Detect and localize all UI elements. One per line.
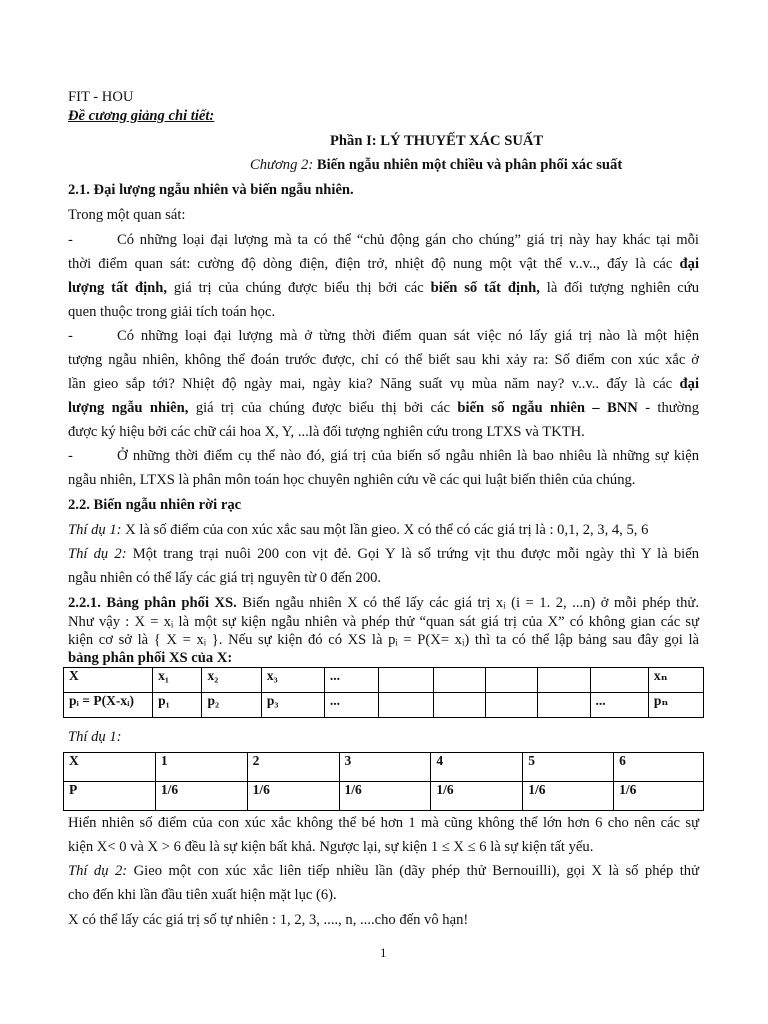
table-row <box>64 753 704 782</box>
text-run: thời điểm quan sát: cường độ dòng điện, điện trở, nhiệt độ nung một vật thể v..v.., đấy là các <box>68 256 673 272</box>
table-cell: X <box>64 668 153 693</box>
text-line: bảng phân phối XS của X: <box>68 650 233 666</box>
bullet-dash: - <box>68 232 73 248</box>
text-run: X là số điểm của con xúc xắc sau một lần gieo. X có thể có các giá trị là : 0,1, 2, 3, 4, 5, 6 <box>125 522 649 538</box>
text-run: giá trị của chúng được biểu thị bởi các <box>195 400 450 416</box>
text-line: Ở những thời điểm cụ thể nào đó, giá trị của biến số ngẫu nhiên là bao nhiêu là những sự kiện <box>117 448 699 464</box>
example-2b <box>68 862 699 880</box>
table-cell <box>590 668 648 693</box>
table-cell: 5 <box>523 753 614 782</box>
text-run: Biến ngẫu nhiên X có thể lấy các giá trị xᵢ (i = 1. 2, ...n) ở mỗi phép thử. <box>242 595 699 611</box>
table-cell: pᵢ = P(X-xᵢ) <box>64 693 153 718</box>
text-line <box>68 255 699 273</box>
table-cell: X <box>64 753 156 782</box>
table-cell <box>486 693 538 718</box>
example-label: Thí dụ 1: <box>68 729 122 745</box>
text-line: Có những loại đại lượng mà ta có thể “chủ động gán cho chúng” giá trị này hay khác tại mỗi <box>117 232 699 248</box>
table-cell: 1/6 <box>339 782 431 811</box>
table-row <box>64 693 704 718</box>
section-heading-2-2-1: 2.2.1. Bảng phân phối XS. <box>68 595 237 611</box>
table-cell <box>378 693 434 718</box>
text-line: ngẫu nhiên, LTXS là phân môn toán học chuyên nghiên cứu về các qui luật biến thiên của chúng. <box>68 472 636 488</box>
bullet-dash: - <box>68 448 73 464</box>
example-label: Thí dụ 2: <box>68 863 128 879</box>
table-cell: p₃ <box>261 693 324 718</box>
example-1 <box>68 521 648 539</box>
text-line: cho đến khi lần đầu tiên xuất hiện mặt lục (6). <box>68 887 337 903</box>
table-row <box>64 782 704 811</box>
distribution-table <box>63 667 704 718</box>
table-cell: 1/6 <box>614 782 704 811</box>
text-line: Có những loại đại lượng mà ở từng thời điểm quan sát việc nó lấy giá trị nào là một hiện <box>117 328 699 344</box>
chapter-name: Biến ngẫu nhiên một chiều và phân phối xác suất <box>316 157 623 173</box>
table-cell: x₃ <box>261 668 324 693</box>
example-label: Thí dụ 2: <box>68 546 127 562</box>
section-2-2-1-line <box>68 594 699 612</box>
table-cell: p₁ <box>153 693 202 718</box>
chapter-title <box>250 157 622 174</box>
text-run: lần gieo sắp tới? Nhiệt độ ngày mai, ngày kia? Năng suất vụ mùa năm nay? v..v.. đấy là các <box>68 376 673 392</box>
text-line: Như vậy : X = xᵢ là một sự kiện ngẫu nhiên và phép thử “quan sát giá trị của X” có không gian các sự <box>68 614 699 630</box>
paragraph-intro: Trong một quan sát: <box>68 207 186 223</box>
table-cell: 3 <box>339 753 431 782</box>
table-row <box>64 668 704 693</box>
text-line: kiện X< 0 và X > 6 đều là sự kiện bất khả. Ngược lại, sự kiện 1 ≤ X ≤ 6 là sự kiện tất yếu. <box>68 839 594 855</box>
text-run: lượng tất định, <box>68 280 168 296</box>
text-line: Hiển nhiên số điểm của con xúc xắc không thể bé hơn 1 mà cũng không thể lớn hơn 6 cho nên các sự <box>68 815 699 831</box>
text-line: được ký hiệu bởi các chữ cái hoa X, Y, ...là đối tượng nghiên cứu trong LTXS và TKTH. <box>68 424 585 440</box>
table-cell: ... <box>590 693 648 718</box>
text-run: - thường <box>645 400 699 416</box>
chapter-label: Chương 2: <box>250 157 314 173</box>
text-run: đại <box>679 376 699 392</box>
table-cell: 1/6 <box>247 782 339 811</box>
table-cell <box>434 693 486 718</box>
table-cell: 1/6 <box>155 782 247 811</box>
table-cell: 2 <box>247 753 339 782</box>
section-heading-2-1: 2.1. Đại lượng ngẫu nhiên và biến ngẫu nhiên. <box>68 182 354 198</box>
text-run: biến số tất định, <box>430 280 540 296</box>
table-cell <box>434 668 486 693</box>
text-line <box>68 279 699 297</box>
text-run: đại <box>679 256 699 272</box>
table-cell <box>538 693 590 718</box>
table-cell: 1/6 <box>523 782 614 811</box>
text-line: X có thể lấy các giá trị số tự nhiên : 1, 2, 3, ...., n, ....cho đến vô hạn! <box>68 912 469 928</box>
text-line: ngẫu nhiên có thể lấy các giá trị nguyên từ 0 đến 200. <box>68 570 382 586</box>
dice-table <box>63 752 704 811</box>
text-run: giá trị của chúng được biểu thị bởi các <box>173 280 424 296</box>
outline-title: Đề cương giảng chi tiết: <box>68 108 215 124</box>
table-cell: x₁ <box>153 668 202 693</box>
table-cell <box>486 668 538 693</box>
bullet-dash: - <box>68 328 73 344</box>
table-cell: pₙ <box>648 693 703 718</box>
example-2 <box>68 545 699 563</box>
table-cell: P <box>64 782 156 811</box>
example-label: Thí dụ 1: <box>68 522 122 538</box>
text-run: Gieo một con xúc xắc liên tiếp nhiều lần (dãy phép thử Bernouilli), gọi X là số phép thử <box>133 863 700 879</box>
table-cell: ... <box>324 668 378 693</box>
text-run: lượng ngẫu nhiên, <box>68 400 189 416</box>
text-line: quen thuộc trong giải tích toán học. <box>68 304 276 320</box>
text-run: là đối tượng nghiên cứu <box>546 280 699 296</box>
table-cell: p₂ <box>202 693 261 718</box>
section-heading-2-2: 2.2. Biến ngẫu nhiên rời rạc <box>68 497 242 513</box>
table-cell: 1 <box>155 753 247 782</box>
table-cell <box>378 668 434 693</box>
text-run: Một trang trại nuôi 200 con vịt đẻ. Gọi Y là số trứng vịt thu được mỗi ngày thì Y là biến <box>132 546 700 562</box>
org-label: FIT - HOU <box>68 89 134 105</box>
part-title: Phần I: LÝ THUYẾT XÁC SUẤT <box>330 133 544 149</box>
table-cell: 6 <box>614 753 704 782</box>
page-number: 1 <box>380 945 387 960</box>
table-cell: 1/6 <box>431 782 523 811</box>
text-line: kiện cơ sở là { X = xᵢ }. Nếu sự kiện đó có XS là pᵢ = P(X= xᵢ) thì ta có thể lập bảng sau đây gọi là <box>68 632 699 648</box>
table-cell: 4 <box>431 753 523 782</box>
table-cell: xₙ <box>648 668 703 693</box>
text-line <box>68 375 699 393</box>
table-cell <box>538 668 590 693</box>
table-cell: x₂ <box>202 668 261 693</box>
text-run: biến số ngẫu nhiên – BNN <box>457 400 638 416</box>
table-cell: ... <box>324 693 378 718</box>
text-line: tượng ngẫu nhiên, không thể đoán trước được, chỉ có thể biết sau khi xảy ra: Số điểm con xúc xắc ở <box>68 352 699 368</box>
text-line <box>68 399 699 417</box>
